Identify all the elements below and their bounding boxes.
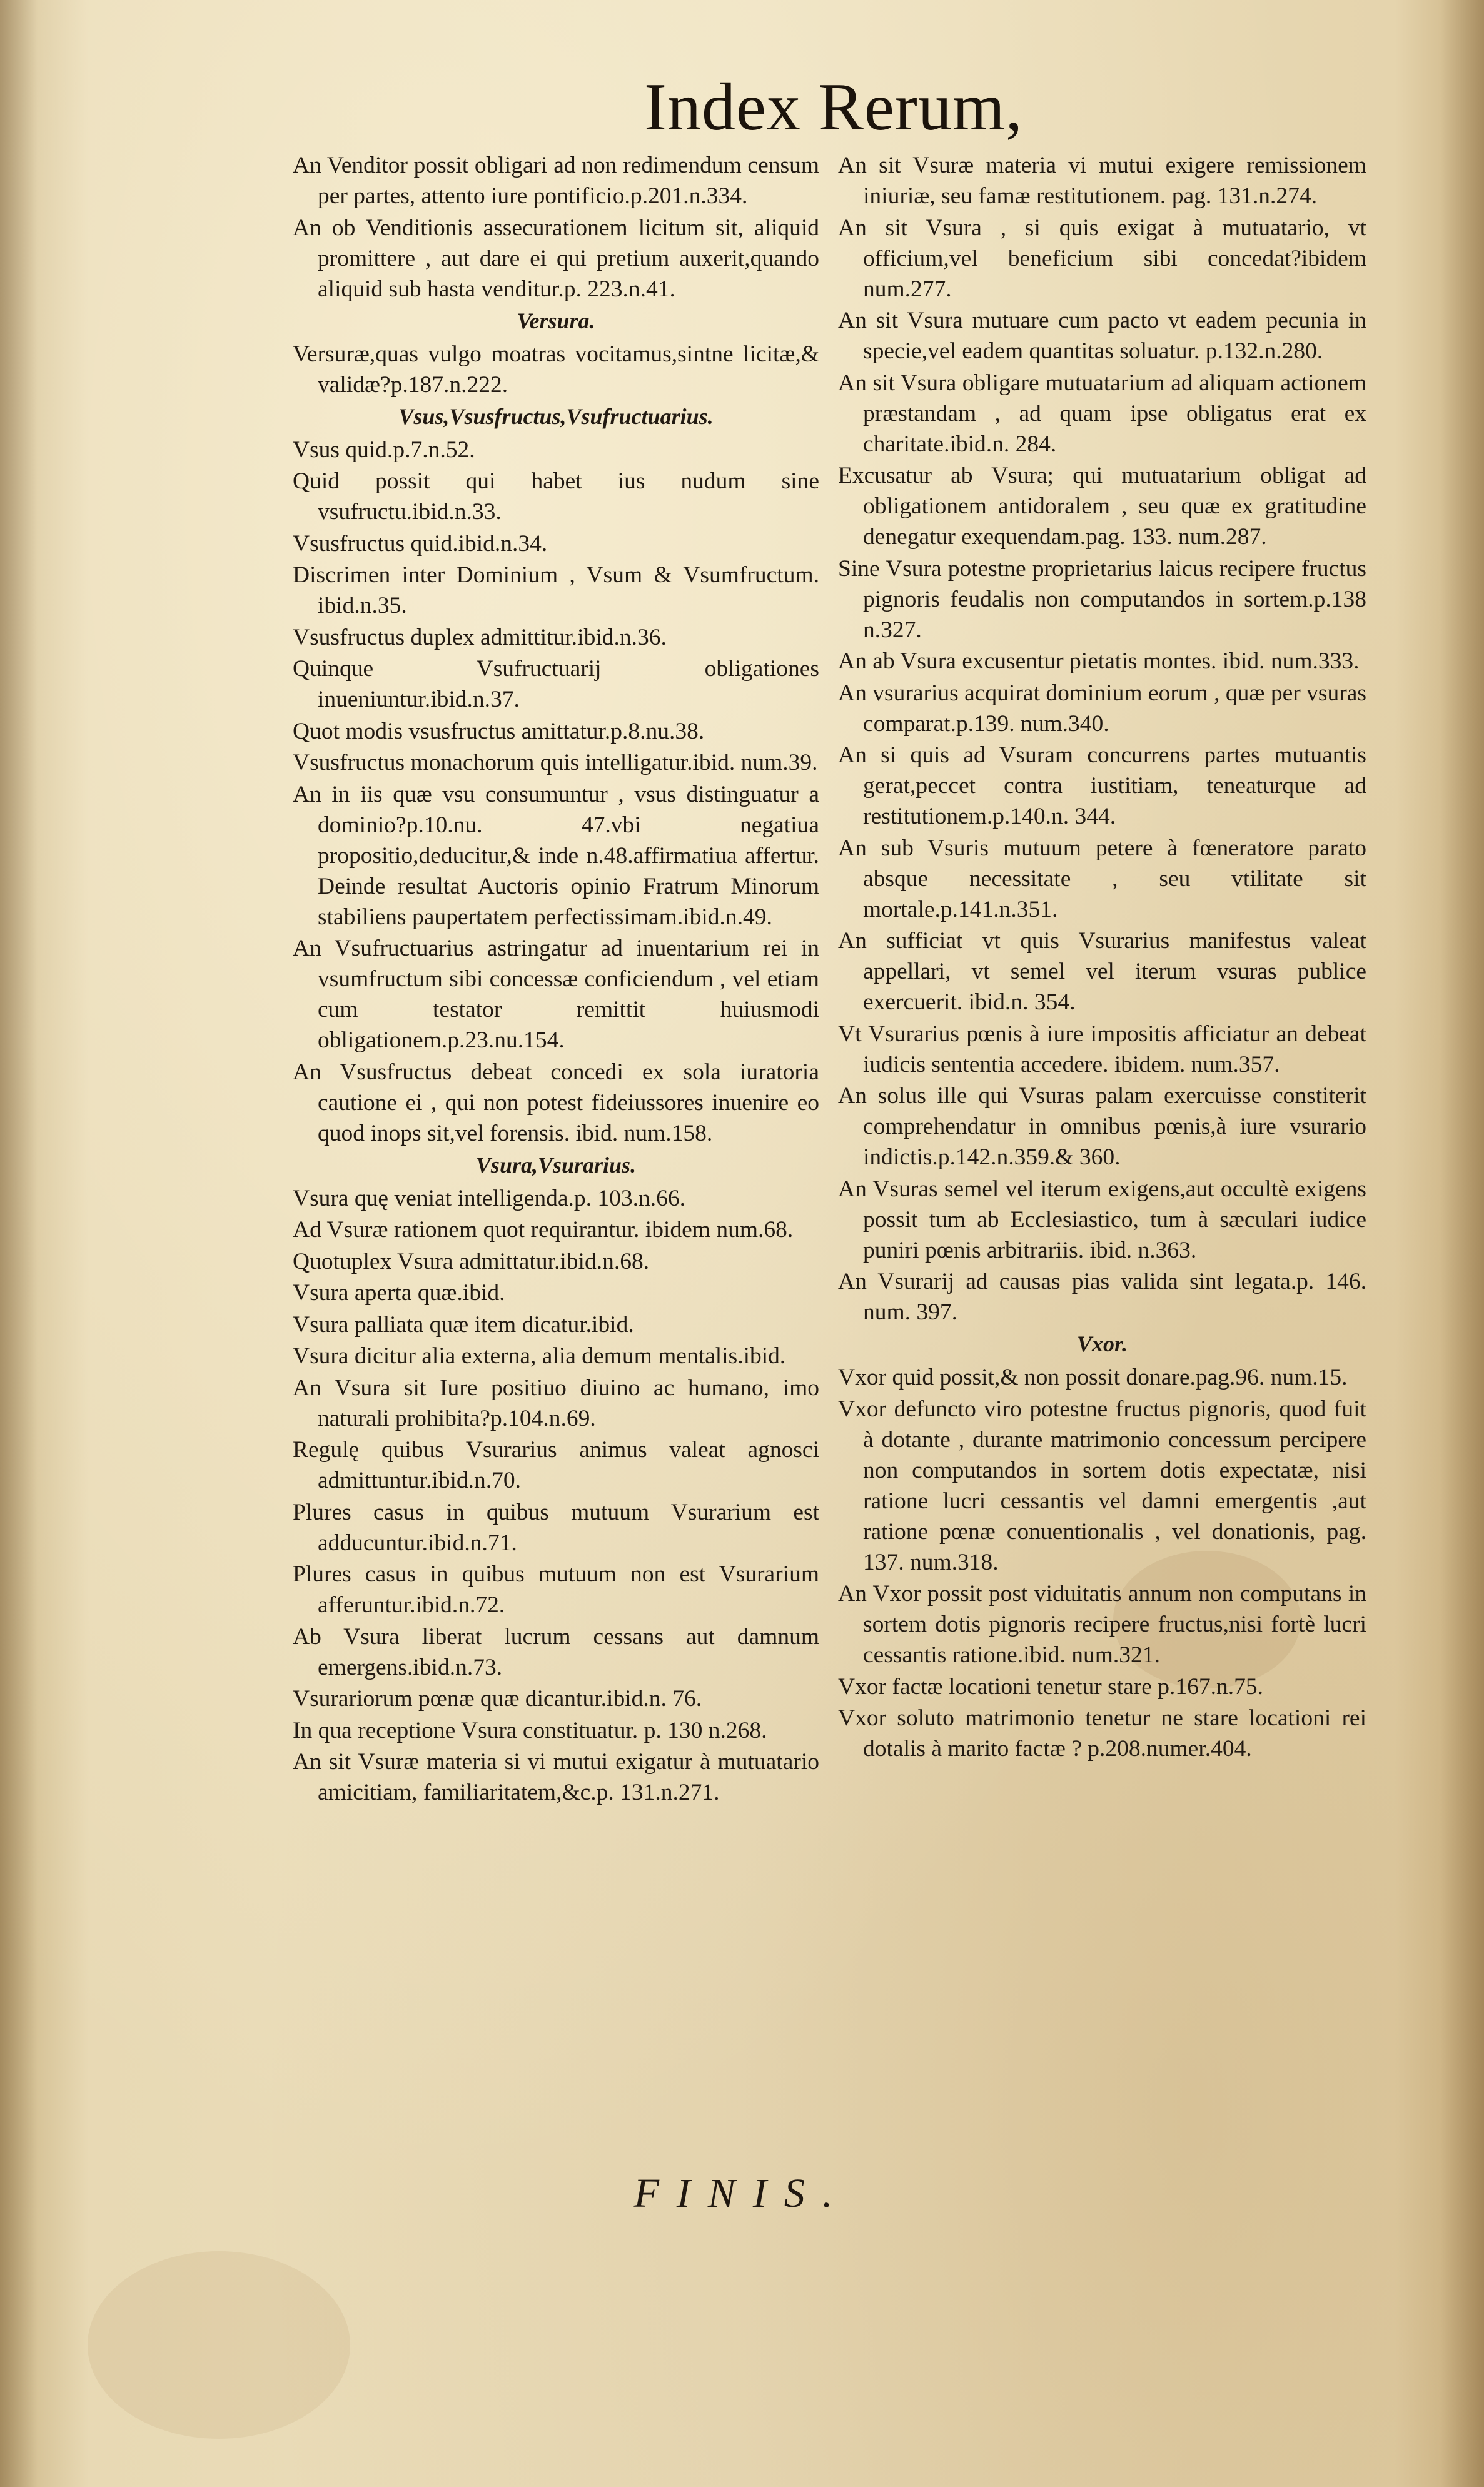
index-section-heading: Vsura,Vsurarius. <box>475 1152 637 1178</box>
index-entry: Vt Vsurarius pœnis à iure impositis afficiatur an debeat iudicis sententia accedere. ibidem. num.357. <box>838 1021 1366 1077</box>
index-entry: An ob Venditionis assecurationem licitum sit, aliquid promittere , aut dare ei qui pretium auxerit,quando aliquid sub hasta venditur.p. 223.n.41. <box>293 214 819 302</box>
index-entry: Vsura aperta quæ.ibid. <box>293 1280 505 1306</box>
index-entry: Vsusfructus quid.ibid.n.34. <box>293 530 548 557</box>
index-entry: Ad Vsuræ rationem quot requirantur. ibidem num.68. <box>293 1217 794 1243</box>
index-entry: An Venditor possit obligari ad non redimendum censum per partes, attento iure pontificio.p.201.n.334. <box>293 153 819 209</box>
page-edge-shadow-right <box>1440 0 1484 2487</box>
index-entry: Sine Vsura potestne proprietarius laicus recipere fructus pignoris feudalis non computandos in sortem.p.138 n.327. <box>838 555 1366 643</box>
index-entry: Vxor defuncto viro potestne fructus pignoris, quod fuit à dotante , durante matrimonio concessum percipere non computandos in sortem dotis expectatæ, nisi ratione lucri cessantis vel damni emergentis ,aut ratione pœnæ conuentionalis , vel donationis, pag. 137. num.318. <box>838 1396 1366 1575</box>
index-entry: Quot modis vsusfructus amittatur.p.8.nu.38. <box>293 718 705 744</box>
index-entry: Vxor soluto matrimonio tenetur ne stare locationi rei dotalis à marito factæ ? p.208.numer.404. <box>838 1705 1366 1762</box>
index-entry: An si quis ad Vsuram concurrens partes mutuantis gerat,peccet contra iustitiam, teneaturque ad restitutionem.p.140.n. 344. <box>838 742 1366 829</box>
index-entry: Vsus quid.p.7.n.52. <box>293 436 475 463</box>
index-entry: Vsurariorum pœnæ quæ dicantur.ibid.n. 76. <box>293 1686 702 1712</box>
page-edge-shadow-left <box>0 0 38 2487</box>
index-entry: Quotuplex Vsura admittatur.ibid.n.68. <box>293 1248 650 1274</box>
index-entry: An sit Vsura obligare mutuatarium ad aliquam actionem præstandam , ad quam ipse obligatus erat ex charitate.ibid.n. 284. <box>838 370 1366 457</box>
index-entry: Regulę quibus Vsurarius animus valeat agnosci admittuntur.ibid.n.70. <box>293 1437 819 1493</box>
finis-colophon: FINIS. <box>633 2171 851 2216</box>
index-entry: Versuræ,quas vulgo moatras vocitamus,sintne licitæ,& validæ?p.187.n.222. <box>293 341 819 398</box>
index-section-heading: Vxor. <box>1076 1331 1128 1356</box>
paper-stain <box>88 2251 350 2439</box>
index-entry: An Vsufructuarius astringatur ad inuentarium rei in vsumfructum sibi concessæ conficiendum , vel etiam cum testator remittit huiusmodi obligationem.p.23.nu.154. <box>293 936 819 1053</box>
index-entry: An vsurarius acquirat dominium eorum , quæ per vsuras comparat.p.139. num.340. <box>838 680 1366 737</box>
index-entry: Discrimen inter Dominium , Vsum & Vsumfructum. ibid.n.35. <box>293 562 819 618</box>
index-column-left <box>293 150 819 1809</box>
index-entry: Vxor factæ locationi tenetur stare p.167.n.75. <box>838 1673 1264 1700</box>
index-entry: Excusatur ab Vsura; qui mutuatarium obligat ad obligationem antidoralem , seu quæ ex gratitudine denegatur exequendam.pag. 133. num.287. <box>838 463 1366 550</box>
index-entry: Vxor quid possit,& non possit donare.pag.96. num.15. <box>838 1365 1348 1390</box>
index-column-right <box>838 150 1366 1765</box>
page-title: Index Rerum, <box>644 70 1023 144</box>
index-entry: An Vsusfructus debeat concedi ex sola iuratoria cautione ei , qui non potest fideiussores inuenire eo quod inops sit,vel forensis. ibid. num.158. <box>293 1059 819 1146</box>
index-entry: An Vsurarij ad causas pias valida sint legata.p. 146. num. 397. <box>838 1269 1366 1325</box>
index-entry: Vsura dicitur alia externa, alia demum mentalis.ibid. <box>293 1343 786 1369</box>
index-entry: Plures casus in quibus mutuum non est Vsurarium afferuntur.ibid.n.72. <box>293 1561 819 1618</box>
index-entry: Quid possit qui habet ius nudum sine vsufructu.ibid.n.33. <box>293 468 819 525</box>
index-entry: Vsura palliata quæ item dicatur.ibid. <box>293 1311 634 1338</box>
index-entry: An ab Vsura excusentur pietatis montes. ibid. num.333. <box>838 648 1360 674</box>
index-entry: An Vsura sit Iure positiuo diuino ac humano, imo naturali prohibita?p.104.n.69. <box>293 1375 819 1431</box>
index-entry: An solus ille qui Vsuras palam exercuisse constiterit comprehendatur in omnibus pœnis,à iure vsurario indictis.p.142.n.359.& 360. <box>838 1083 1366 1170</box>
index-entry: An sit Vsuræ materia si vi mutui exigatur à mutuatario amicitiam, familiaritatem,&c.p. 131.n.271. <box>293 1749 819 1805</box>
index-entry: Plures casus in quibus mutuum Vsurarium est adducuntur.ibid.n.71. <box>293 1499 819 1556</box>
index-entry: An in iis quæ vsu consumuntur , vsus distinguatur a dominio?p.10.nu. 47.vbi negatiua propositio,deducitur,& inde n.48.affirmatiua affertur. Deinde resultat Auctoris opinio Fratrum Minorum stabiliens paupertatem perfectissimam.ibid.n.49. <box>293 781 819 930</box>
index-entry: Quinque Vsufructuarij obligationes inueniuntur.ibid.n.37. <box>293 656 819 712</box>
index-entry: In qua receptione Vsura constituatur. p. 130 n.268. <box>293 1717 767 1743</box>
index-entry: An Vxor possit post viduitatis annum non computans in sortem dotis pignoris recipere fructus,nisi fortè lucri cessantis ratione.ibid. num.321. <box>838 1581 1366 1668</box>
index-entry: Vsusfructus duplex admittitur.ibid.n.36. <box>293 624 667 650</box>
index-entry: An Vsuras semel vel iterum exigens,aut occultè exigens possit tum ab Ecclesiastico, tum à sæculari iudice puniri pœnis arbitrariis. ibid. n.363. <box>838 1176 1366 1263</box>
index-entry: An sit Vsuræ materia vi mutui exigere remissionem iniuriæ, seu famæ restitutionem. pag. 131.n.274. <box>838 153 1366 209</box>
index-entry: An sit Vsura mutuare cum pacto vt eadem pecunia in specie,vel eadem quantitas soluatur. p.132.n.280. <box>838 308 1366 364</box>
index-entry: Vsusfructus monachorum quis intelligatur.ibid. num.39. <box>293 750 818 775</box>
index-entry: An sub Vsuris mutuum petere à fœneratore parato absque necessitate , seu vtilitate sit mortale.p.141.n.351. <box>838 835 1366 922</box>
index-entry: An sit Vsura , si quis exigat à mutuatario, vt officium,vel beneficium sibi concedat?ibidem num.277. <box>838 214 1366 302</box>
index-entry: Vsura quę veniat intelligenda.p. 103.n.66. <box>293 1185 685 1211</box>
index-entry: Ab Vsura liberat lucrum cessans aut damnum emergens.ibid.n.73. <box>293 1623 819 1680</box>
index-section-heading: Vsus,Vsusfructus,Vsufructuarius. <box>398 403 714 429</box>
index-entry: An sufficiat vt quis Vsurarius manifestus valeat appellari, vt semel vel iterum vsuras publice exercuerit. ibid.n. 354. <box>838 928 1366 1015</box>
index-section-heading: Versura. <box>517 308 595 333</box>
